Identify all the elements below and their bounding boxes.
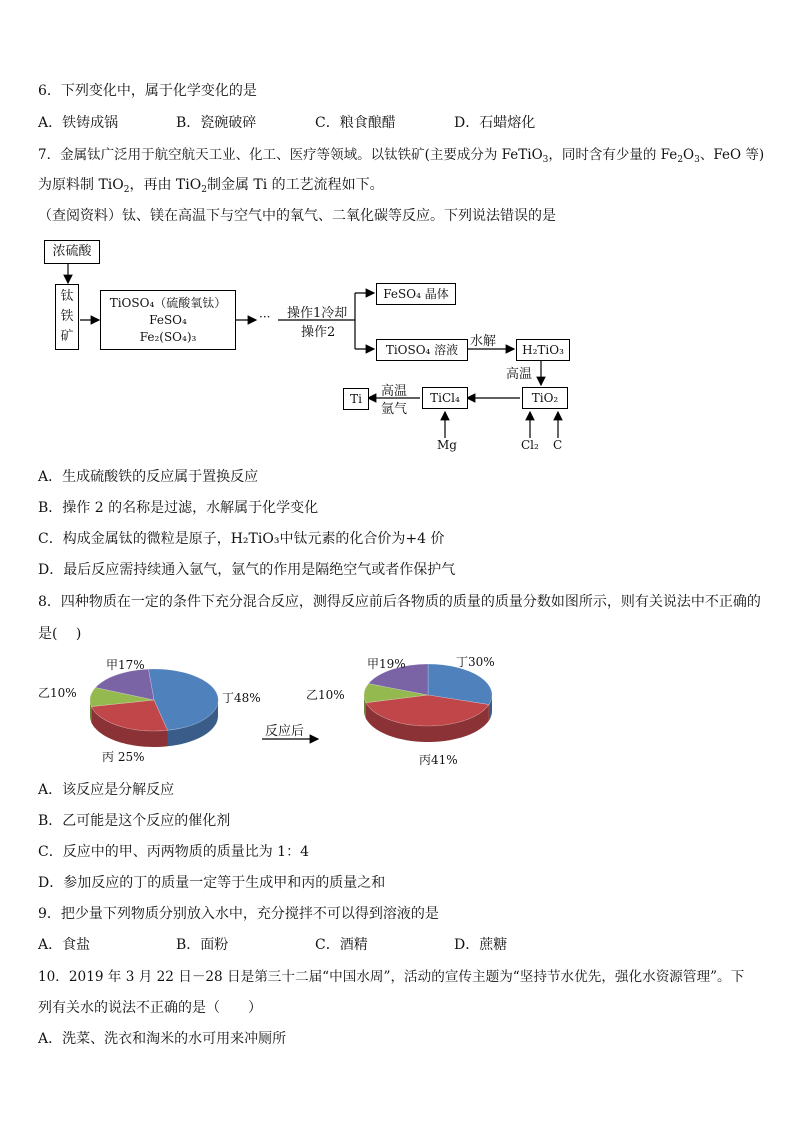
flow-crystal-box: FeSO₄ 晶体	[376, 283, 456, 305]
q6-stem: 6．下列变化中，属于化学变化的是	[38, 83, 257, 99]
pie2-label-bing: 丙41%	[419, 753, 458, 767]
pie2-label-jia: 甲19%	[367, 657, 406, 671]
q10-option-a: A．洗菜、洗衣和淘米的水可用来冲厕所	[38, 1031, 287, 1047]
flow-argon-label: 氩气	[381, 402, 408, 417]
q7-stem-line2: 为原料制 TiO$_2$，再由 TiO$_2$制金属 Ti 的工艺流程如下。	[38, 177, 384, 195]
q9-option-d: D．蔗糖	[454, 937, 508, 953]
flow-mixture-line1: TiOSO₄（硫酸氧钛）	[109, 296, 227, 310]
flow-ticl4-box: TiCl₄	[422, 387, 468, 409]
q6-option-c: C．粮食酿醋	[315, 115, 396, 131]
flow-hydrolysis-label: 水解	[470, 334, 497, 349]
q9-option-a: A．食盐	[38, 937, 91, 953]
q7-option-c: C．构成金属钛的微粒是原子，H₂TiO₃中钛元素的化合价为+4 价	[38, 531, 445, 547]
flow-c-label: C	[553, 438, 563, 452]
q9-option-b: B．面粉	[176, 937, 229, 953]
q6-option-d: D．石蜡熔化	[454, 115, 536, 131]
q8-stem-line2: 是( )	[38, 626, 82, 642]
q7-note: （查阅资料）钛、镁在高温下与空气中的氧气、二氧化碳等反应。下列说法错误的是	[38, 208, 556, 224]
q9-stem: 9．把少量下列物质分别放入水中，充分搅拌不可以得到溶液的是	[38, 906, 439, 922]
flow-mixture-line3: Fe₂(SO₄)₃	[139, 330, 197, 344]
flow-dots: ···	[259, 310, 271, 324]
q7-option-b: B．操作 2 的名称是过滤，水解属于化学变化	[38, 500, 319, 516]
pie-after	[364, 664, 492, 742]
q8-option-c: C．反应中的甲、丙两物质的质量比为 1：4	[38, 844, 309, 860]
q10-stem-line1: 10．2019 年 3 月 22 日－28 日是第三十二届“中国水周”，活动的宣传主题为“坚持节水优先，强化水资源管理”。下	[38, 969, 745, 985]
pie1-label-ding: 丁48%	[222, 691, 261, 705]
flow-op1-label: 操作1冷却	[287, 306, 348, 321]
q8-option-b: B．乙可能是这个反应的催化剂	[38, 813, 231, 829]
flow-op2-label: 操作2	[301, 325, 336, 340]
flow-tio2-box: TiO₂	[522, 387, 568, 409]
flow-h2tio3-box: H₂TiO₃	[516, 339, 570, 361]
pie-before	[90, 669, 218, 747]
flow-mg-label: Mg	[437, 438, 457, 452]
q6-option-b: B．瓷碗破碎	[176, 115, 257, 131]
flow-cl2-label: Cl₂	[521, 438, 539, 452]
q7-option-a: A．生成硫酸铁的反应属于置换反应	[38, 469, 259, 485]
pie2-label-ding: 丁30%	[456, 655, 495, 669]
q6-option-a: A．铁铸成锅	[38, 115, 119, 131]
q7-stem-line1: 7．金属钛广泛用于航空航天工业、化工、医疗等领域。以钛铁矿(主要成分为 FeTiO$_3$，同时含有少量的 $Fe_2O_3$、FeO 等)	[38, 147, 765, 165]
flow-solution-box: TiOSO₄ 溶液	[376, 339, 468, 361]
q8-option-a: A．该反应是分解反应	[38, 782, 175, 798]
flow-ore-box: 钛铁矿	[55, 284, 79, 350]
pie1-label-jia: 甲17%	[106, 658, 145, 672]
flow-acid-box: 浓硫酸	[44, 240, 100, 264]
q8-option-d: D．参加反应的丁的质量一定等于生成甲和丙的质量之和	[38, 875, 386, 891]
pie1-label-bing: 丙 25%	[102, 750, 145, 764]
q10-stem-line2: 列有关水的说法不正确的是（ ）	[38, 1000, 262, 1016]
q8-stem-line1: 8．四种物质在一定的条件下充分混合反应，测得反应前后各物质的质量的质量分数如图所示，则有关说法中不正确的	[38, 594, 761, 610]
pie2-label-yi: 乙10%	[306, 688, 345, 702]
flow-ti-box: Ti	[343, 388, 369, 410]
q9-option-c: C．酒精	[315, 937, 368, 953]
arrow-label: 反应后	[265, 724, 305, 739]
flow-high-temp-label-2: 高温	[381, 384, 408, 399]
flow-mixture-line2: FeSO₄	[149, 313, 187, 327]
q7-option-d: D．最后反应需持续通入氩气，氩气的作用是隔绝空气或者作保护气	[38, 562, 456, 578]
pie1-label-yi: 乙10%	[38, 686, 77, 700]
flow-high-temp-label-1: 高温	[506, 367, 533, 382]
